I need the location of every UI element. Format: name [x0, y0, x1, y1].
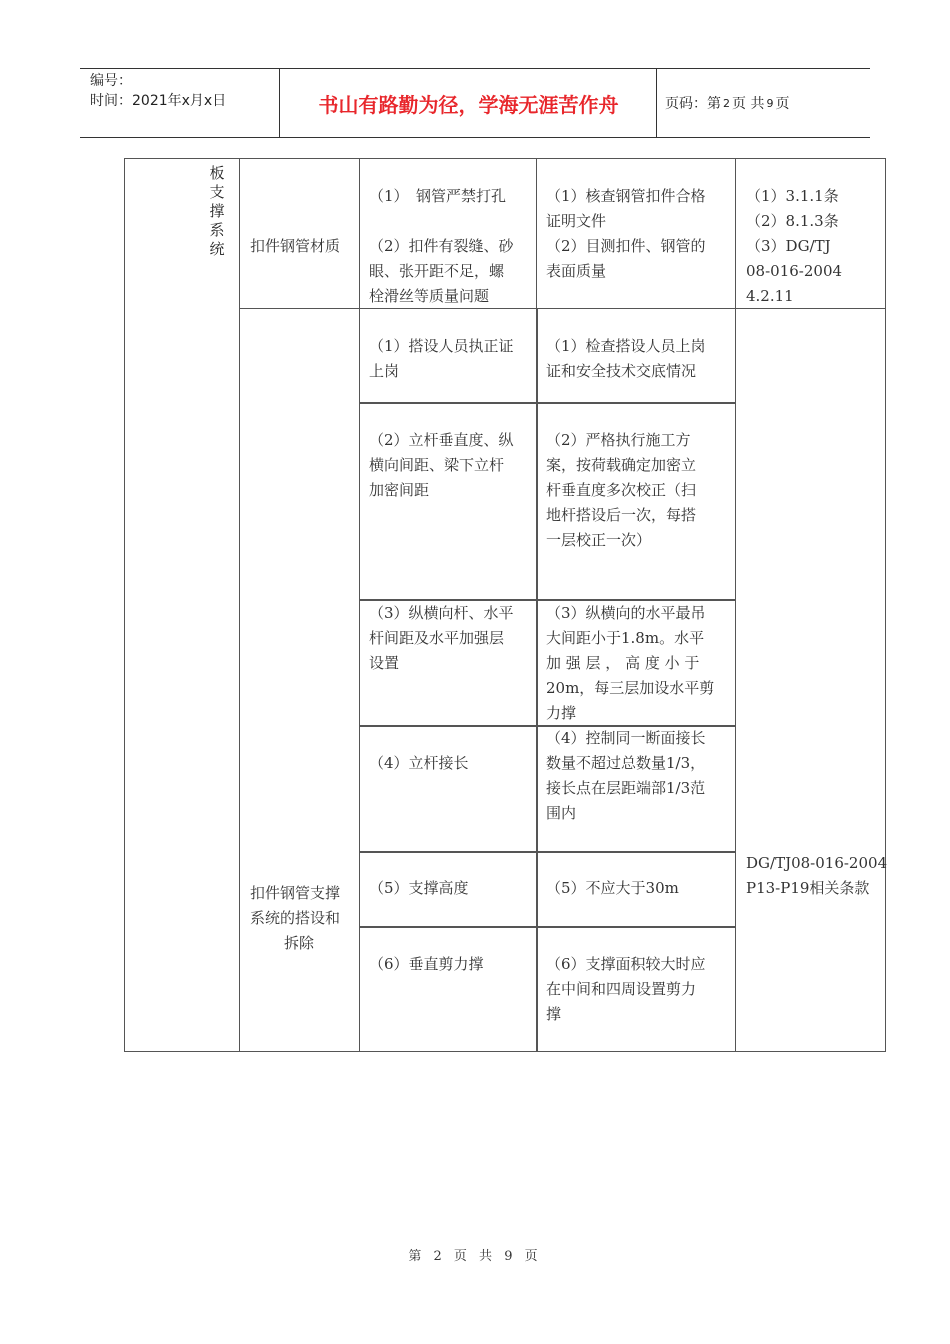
section-char: 板	[209, 164, 225, 182]
r2-req-a: （2）立杆垂直度、纵	[369, 431, 514, 449]
page-suffix: 页	[775, 96, 790, 112]
page-mid: 页 共	[732, 96, 765, 112]
material-chk-1a: （1）核查钢管扣件合格	[546, 187, 706, 205]
header-page-info	[657, 69, 870, 137]
item-erect-c: 拆除	[284, 934, 315, 952]
r2-chk-b: 案，按荷载确定加密立	[546, 456, 697, 474]
item-erect-b: 系统的搭设和	[250, 909, 341, 927]
r5-req: （5）支撑高度	[369, 879, 469, 897]
r4-chk-d: 围内	[546, 804, 577, 822]
r1-chk-a: （1）检查搭设人员上岗	[546, 337, 706, 355]
r1-req-b: 上岗	[369, 362, 400, 380]
header-motto: 书山有路勤为径，学海无涯苦作舟	[281, 69, 657, 137]
r1-chk-b: 证和安全技术交底情况	[546, 362, 697, 380]
r3-chk-a: （3）纵横向的水平最吊	[546, 604, 706, 622]
material-ref-2: （2）8.1.3条	[746, 212, 839, 230]
r3-chk-b: 大间距小于1.8m。水平	[546, 629, 705, 647]
page-total: 9	[766, 96, 774, 110]
page-prefix: 页码：第	[665, 96, 721, 112]
page-current: 2	[723, 96, 730, 110]
r3-req-c: 设置	[369, 654, 400, 672]
r2-req-c: 加密间距	[369, 481, 430, 499]
r6-chk-b: 在中间和四周设置剪力	[546, 980, 697, 998]
r3-req-a: （3）纵横向杆、水平	[369, 604, 514, 622]
r2-chk-d: 地杆搭设后一次，每搭	[546, 506, 697, 524]
section-label	[207, 164, 227, 259]
material-req-2c: 栓滑丝等质量问题	[369, 287, 490, 305]
material-req-2a: （2）扣件有裂缝、砂	[369, 237, 514, 255]
section-char: 统	[209, 240, 225, 258]
time-label: 时间：2021年x月x日	[90, 93, 227, 109]
r4-chk-a: （4）控制同一断面接长	[546, 729, 706, 747]
item-material: 扣件钢管材质	[250, 237, 341, 255]
row-divider	[359, 402, 736, 404]
material-req-2b: 眼、张开距不足，螺	[369, 262, 505, 280]
document-header	[80, 68, 870, 138]
r3-req-b: 杆间距及水平加强层	[369, 629, 505, 647]
row-divider	[359, 851, 736, 853]
r2-chk-c: 杆垂直度多次校正（扫	[546, 481, 697, 499]
section-char: 系	[209, 221, 225, 239]
r6-chk-a: （6）支撑面积较大时应	[546, 955, 706, 973]
material-chk-1b: 证明文件	[546, 212, 607, 230]
erect-ref-b: P13-P19相关条款	[746, 879, 870, 897]
r1-req-a: （1）搭设人员执正证	[369, 337, 514, 355]
section-char: 撑	[209, 202, 225, 220]
erect-col-divider	[536, 308, 538, 1052]
material-chk-2a: （2）目测扣件、钢管的	[546, 237, 706, 255]
section-char: 支	[209, 183, 225, 201]
material-ref-4: 08-016-2004	[746, 262, 843, 280]
material-ref-1: （1）3.1.1条	[746, 187, 839, 205]
r3-chk-c: 加 强 层 ， 高 度 小 于	[546, 654, 700, 672]
r6-chk-c: 撑	[546, 1005, 562, 1023]
material-req-1: （1） 钢管严禁打孔	[369, 187, 507, 205]
r4-chk-b: 数量不超过总数量1/3，	[546, 754, 706, 772]
r3-chk-e: 力撑	[546, 704, 577, 722]
material-ref-3: （3）DG/TJ	[746, 237, 831, 255]
row-divider	[359, 926, 736, 928]
item-erect-a: 扣件钢管支撑	[250, 884, 341, 902]
r5-chk: （5）不应大于30m	[546, 879, 679, 897]
number-label: 编号：	[90, 73, 132, 89]
r6-req: （6）垂直剪力撑	[369, 955, 484, 973]
r2-req-b: 横向间距、梁下立杆	[369, 456, 505, 474]
page-footer: 第 2 页 共 9 页	[408, 1249, 542, 1264]
header-meta	[80, 69, 280, 137]
r2-chk-a: （2）严格执行施工方	[546, 431, 691, 449]
r4-req: （4）立杆接长	[369, 754, 469, 772]
erect-ref-a: DG/TJ08-016-2004	[746, 854, 888, 872]
r3-chk-d: 20m，每三层加设水平剪	[546, 679, 715, 697]
r4-chk-c: 接长点在层距端部1/3范	[546, 779, 706, 797]
r2-chk-e: 一层校正一次）	[546, 531, 652, 549]
material-ref-5: 4.2.11	[746, 287, 794, 305]
material-chk-2b: 表面质量	[546, 262, 607, 280]
